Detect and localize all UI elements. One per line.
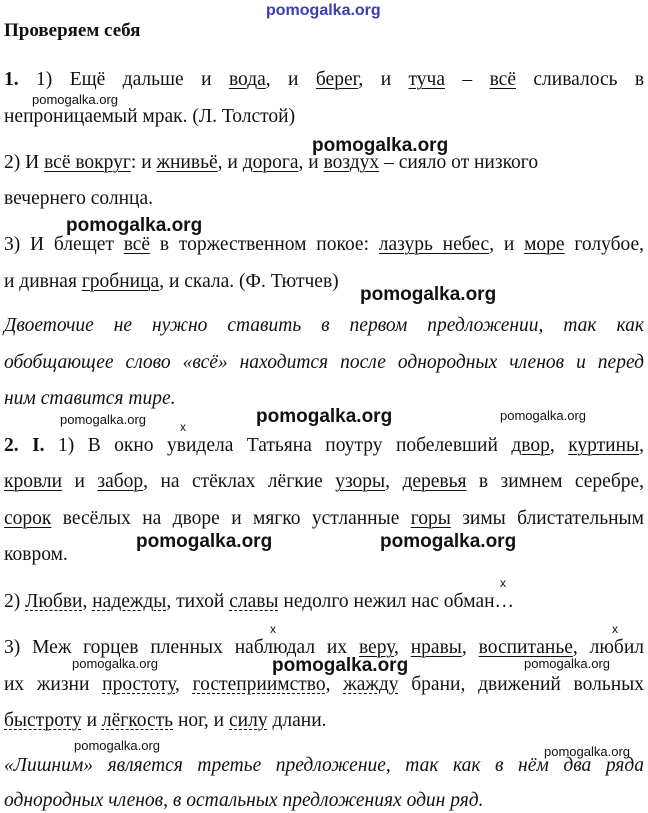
watermark: pomogalka.org [380,531,517,552]
text: , и [298,152,319,173]
underlined-word: дорога [242,152,299,173]
text: и [74,471,85,492]
ex2-note-line1: «Лишним» является третье предложение, так как в нём два ряда [4,755,644,776]
watermark: pomogalka.org [544,744,630,759]
underlined-word: забор [97,471,144,492]
ex1-s2-line2: вечернего солнца. [4,188,153,209]
text: , и [489,234,515,255]
underlined-word: узоры [335,471,386,492]
text: , любил [572,637,644,658]
watermark: pomogalka.org [256,406,393,427]
text: сливалось в [533,69,645,90]
text: , и скала. (Ф. Тютчев) [159,271,339,292]
watermark: pomogalka.org [136,531,273,552]
watermark: pomogalka.org [74,738,160,753]
ex1-s3-line1 [4,233,644,257]
ex1-s1-line1 [4,68,644,92]
watermark-top: pomogalka.org [266,2,381,19]
ex1-s1-number: 1) [36,69,53,90]
marker-x: x [500,576,506,590]
ex2-s3-line3 [4,709,644,733]
ex2-s2-line: 2) Любви, надежды, тихой славы недолго нежил нас обман… [4,591,515,612]
text: 2) И [4,152,40,173]
ex2-s1-line1: 2. I. 1) В окно увидела Татьяна поутру побелевший двор, куртины, [4,435,645,456]
text: в торжественном покое: [159,234,370,255]
text: голубое, [574,234,645,255]
underlined-word: куртины [568,435,640,456]
page-title: Проверяем себя [4,20,141,41]
watermark: pomogalka.org [312,135,449,156]
underlined-word: сорок [4,508,52,529]
underlined-word: нравы [410,637,462,658]
underlined-word: воспитанье [478,637,573,658]
marker-x: x [180,420,186,434]
text: 1) В окно увидела Татьяна поутру побелевший [58,435,498,456]
text: 2) [4,591,21,612]
underlined-word: всё вокруг [44,152,131,173]
ex2-s1-line4: ковром. [4,544,68,565]
text: и дивная [4,271,77,292]
text: Ещё дальше и [69,69,212,90]
underlined-word: двор [511,435,550,456]
watermark: pomogalka.org [272,655,409,676]
ex1-s3-line2 [4,270,644,294]
text: весёлых на дворе и мягко устланные [62,508,400,529]
underlined-word: горы [410,508,451,529]
watermark: pomogalka.org [360,284,497,305]
text: , тихой [166,591,225,612]
underlined-word: берег [315,69,359,90]
text: , и [358,69,392,90]
ex2-note-line2: однородных членов, в остальных предложениях один ряд. [4,790,484,811]
watermark: pomogalka.org [66,215,203,236]
underlined-word: Любви [25,591,83,612]
ex1-s2-line1 [4,151,644,175]
watermark: pomogalka.org [524,656,610,671]
ex2-s3-line2: их жизни простоту, гостеприимство, жажду брани, движений вольных [4,674,645,695]
ex2-s1-line3 [4,507,644,531]
ex2-s3-line1: 3) Меж горцев пленных наблюдал их веру, нравы, воспитанье, любил [4,637,644,658]
text: , и [265,69,299,90]
ex2-s1-line2: кровли и забор, на стёклах лёгкие узоры, деревья в зимнем серебре, [4,471,645,492]
text: 3) Меж горцев пленных наблюдал их [4,637,348,658]
underlined-word: жажду [343,674,399,695]
text: в зимнем серебре, [478,471,645,492]
marker-x: x [270,622,276,636]
underlined-word: простоту [102,674,176,695]
underlined-word: всё [489,69,516,90]
underlined-word: деревья [402,471,467,492]
underlined-word: жнивьё [156,152,218,173]
text: – сияло от низкого [384,152,539,173]
underlined-word: гробница [81,271,160,292]
underlined-word: силу [229,710,268,731]
text: зимы блистательным [462,508,644,529]
text: , на стёклах лёгкие [143,471,323,492]
underlined-word: славы [229,591,279,612]
ex1-note-line1: Двоеточие не нужно ставить в первом предложении, так как [4,315,644,336]
watermark: pomogalka.org [32,92,118,107]
ex1-note-line3: ним ставится тире. [4,388,176,409]
underlined-word: лёгкость [101,710,174,731]
watermark: pomogalka.org [72,656,158,671]
watermark: pomogalka.org [500,408,586,423]
underlined-word: кровли [4,471,63,492]
ex1-number: 1. [4,69,19,90]
marker-x: x [612,622,618,636]
underlined-word: море [524,234,565,255]
underlined-word: туча [408,69,446,90]
text: их жизни [4,674,90,695]
ex1-s1-line2: непроницаемый мрак. (Л. Толстой) [4,106,296,127]
underlined-word: всё [123,234,151,255]
text: : и [130,152,152,173]
ex2-number: 2. I. [4,435,45,456]
underlined-word: воздух [323,152,380,173]
underlined-word: лазурь небес [378,234,490,255]
text: ног, и [177,710,225,731]
text: – [462,69,473,90]
text: и [86,710,98,731]
underlined-word: вода [228,69,266,90]
underlined-word: надежды [92,591,167,612]
ex1-note-line2: обобщающее слово «всё» находится после однородных членов и перед [4,352,644,373]
underlined-word: гостеприимство [192,674,326,695]
text: 3) И блещет [4,234,114,255]
watermark: pomogalka.org [60,412,146,427]
underlined-word: быстроту [4,710,82,731]
text: , и [217,152,238,173]
text: недолго нежил нас обман… [283,591,515,612]
text: брани, движений вольных [411,674,645,695]
underlined-word: веру [358,637,395,658]
text: длани. [272,710,327,731]
